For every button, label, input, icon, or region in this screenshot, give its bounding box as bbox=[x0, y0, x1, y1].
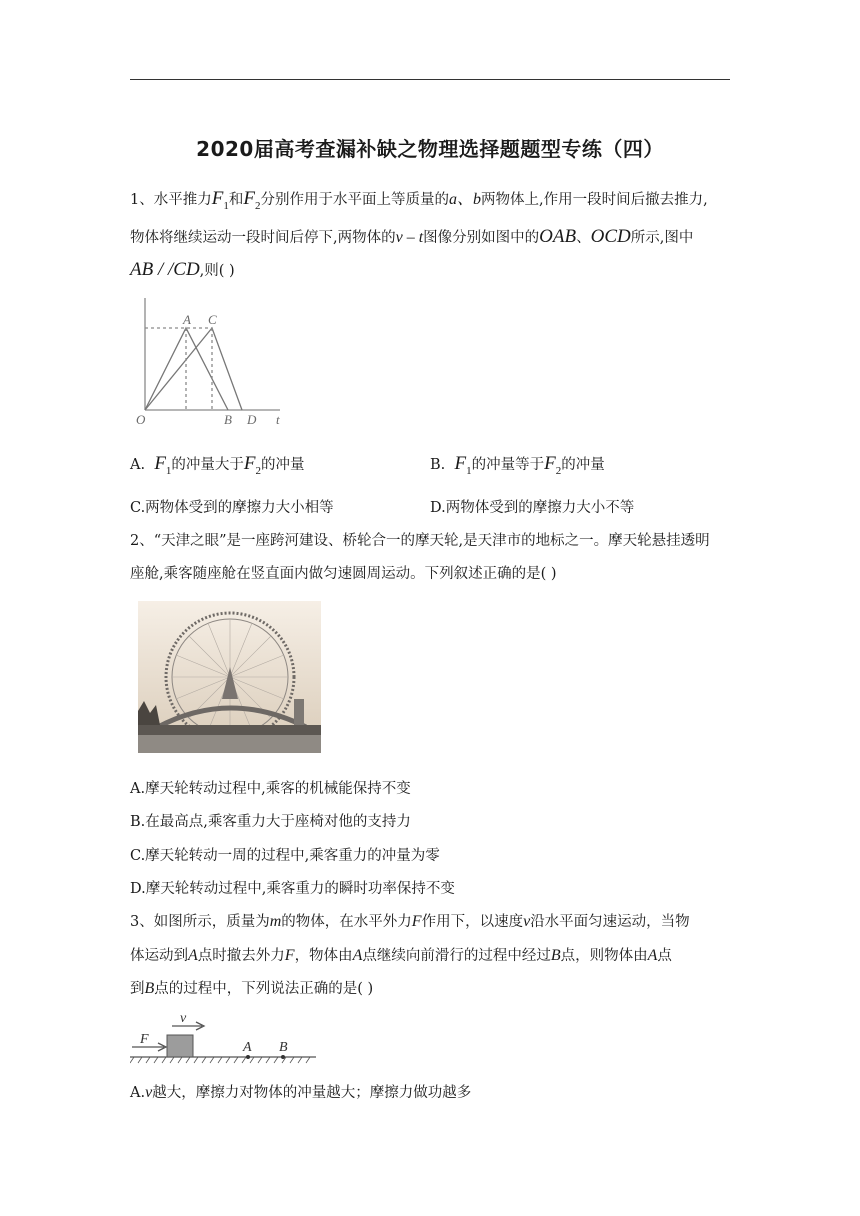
block-on-ground-figure bbox=[130, 1010, 318, 1072]
header-rule bbox=[130, 79, 730, 80]
q1-line-2: 物体将继续运动一段时间后停下,两物体的v – t图像分别如图中的OAB、OCD所示,图中 bbox=[130, 226, 694, 247]
q1-option-B[interactable]: B. $F_1$的冲量等于$F_2$的冲量 bbox=[430, 453, 605, 477]
label-C: C bbox=[208, 312, 217, 327]
label-B: B bbox=[279, 1040, 288, 1055]
vt-graph-figure bbox=[128, 292, 288, 432]
ferris-wheel-photo bbox=[138, 601, 321, 753]
label-D: D bbox=[247, 412, 257, 427]
q3-option-A[interactable]: A.v越大，摩擦力对物体的冲量越大；摩擦力做功越多 bbox=[130, 1084, 472, 1101]
label-B: B bbox=[224, 412, 232, 427]
q1-line-1: 1、水平推力$F_1$和$F_2$分别作用于水平面上等质量的a、b两物体上,作用一段时间后撤去推力, bbox=[130, 188, 708, 212]
q1-option-C[interactable]: C.两物体受到的摩擦力大小相等 bbox=[130, 500, 334, 516]
label-A: A bbox=[183, 312, 191, 327]
label-v: v bbox=[180, 1011, 187, 1026]
q3-line-3: 到B点的过程中，下列说法正确的是( ) bbox=[130, 980, 374, 997]
q2-line-1: 2、“天津之眼”是一座跨河建设、桥轮合一的摩天轮,是天津市的地标之一。摩天轮悬挂透明 bbox=[130, 533, 710, 549]
q2-option-A[interactable]: A.摩天轮转动过程中,乘客的机械能保持不变 bbox=[130, 781, 411, 797]
label-F: F bbox=[140, 1032, 149, 1047]
q2-option-B[interactable]: B.在最高点,乘客重力大于座椅对他的支持力 bbox=[130, 814, 411, 830]
label-A: A bbox=[243, 1040, 252, 1055]
page-title: 2020届高考查漏补缺之物理选择题题型专练（四） bbox=[196, 137, 664, 161]
q2-option-D[interactable]: D.摩天轮转动过程中,乘客重力的瞬时功率保持不变 bbox=[130, 881, 455, 897]
q2-option-C[interactable]: C.摩天轮转动一周的过程中,乘客重力的冲量为零 bbox=[130, 848, 440, 864]
q1-option-A[interactable]: A. $F_1$的冲量大于$F_2$的冲量 bbox=[130, 453, 305, 477]
q3-line-2: 体运动到A点时撤去外力F，物体由A点继续向前滑行的过程中经过B点，则物体由A点 bbox=[130, 947, 672, 964]
q3-line-1: 3、如图所示，质量为m的物体，在水平外力F作用下，以速度v沿水平面匀速运动，当物 bbox=[130, 913, 690, 930]
block bbox=[167, 1035, 193, 1057]
line-OCD bbox=[145, 328, 242, 410]
point-A bbox=[246, 1055, 250, 1059]
label-t: t bbox=[276, 412, 280, 427]
q1-option-D[interactable]: D.两物体受到的摩擦力大小不等 bbox=[430, 500, 635, 516]
point-B bbox=[281, 1055, 285, 1059]
q2-line-2: 座舱,乘客随座舱在竖直面内做匀速圆周运动。下列叙述正确的是( ) bbox=[130, 566, 557, 582]
label-O: O bbox=[136, 412, 146, 427]
q1-line-3: AB / /CD,则( ) bbox=[130, 259, 235, 280]
